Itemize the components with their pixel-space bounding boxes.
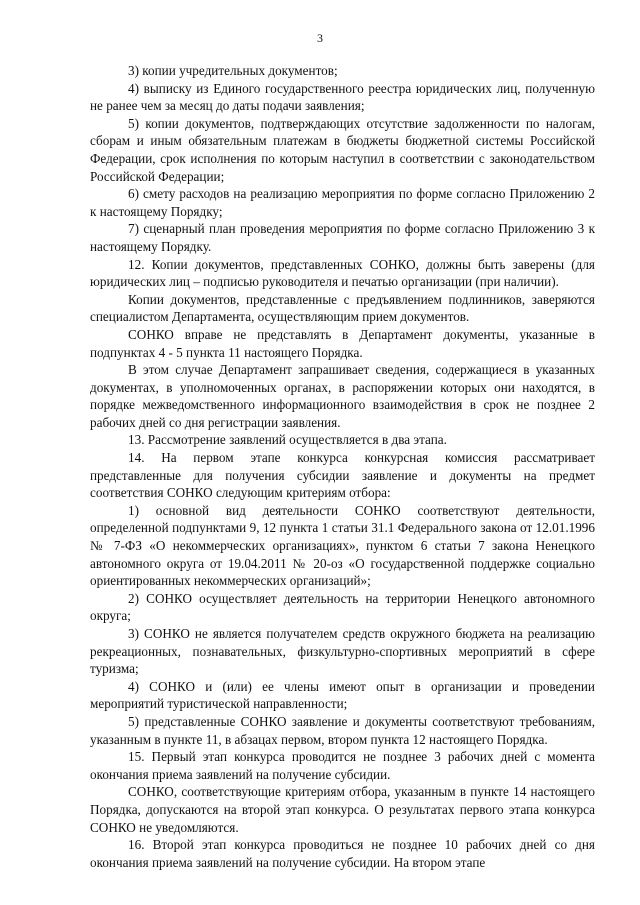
paragraph-item-6: 6) смету расходов на реализацию мероприятия по форме согласно Приложению 2 к настоящему Порядку; [90, 186, 595, 219]
paragraph-clause-16: 16. Второй этап конкурса проводиться не позднее 10 рабочих дней со дня окончания приема заявлений на получение субсидии. На втором этапе [90, 837, 595, 870]
paragraph-item-7: 7) сценарный план проведения мероприятия по форме согласно Приложению 3 к настоящему Порядку. [90, 221, 595, 254]
paragraph-item-4: 4) выписку из Единого государственного реестра юридических лиц, полученную не ранее чем за месяц до даты подачи заявления; [90, 80, 595, 114]
criterion-4: 4) СОНКО и (или) ее члены имеют опыт в организации и проведении мероприятий туристической направленности; [90, 678, 595, 712]
page-number: 3 [317, 31, 323, 45]
criterion-1: 1) основной вид деятельности СОНКО соответствуют деятельности, определенной подпунктами 9, 12 пункта 1 статьи 31.1 Федерального закона от 12.01.1996 № 7-ФЗ «О некоммерческих организациях», пунктом 6 статьи 7 закона Ненецкого автономного округа от 19.04.2011 № 20-оз «О государственной поддержке социально ориентированных некоммерческих организаций»; [90, 502, 595, 589]
paragraph-clause-14: 14. На первом этапе конкурса конкурсная комиссия рассматривает представленные для получения субсидии заявление и документы на предмет соответствия СОНКО следующим критериям отбора: [90, 450, 595, 501]
paragraph-optional-documents: СОНКО вправе не представлять в Департамент документы, указанные в подпунктах 4 - 5 пункта 11 настоящего Порядка. [90, 326, 595, 360]
paragraph-item-3: 3) копии учредительных документов; [128, 63, 338, 78]
paragraph-copies-certification: Копии документов, представленные с предъявлением подлинников, заверяются специалистом Департамента, осуществляющим прием документов. [90, 291, 595, 325]
paragraph-clause-15: 15. Первый этап конкурса проводится не позднее 3 рабочих дней с момента окончания приема заявлений на получение субсидии. [90, 749, 595, 782]
paragraph-clause-13: 13. Рассмотрение заявлений осуществляется в два этапа. [128, 432, 447, 448]
criterion-5: 5) представленные СОНКО заявление и документы соответствуют требованиям, указанным в пункте 11, в абзацах первом, втором пункта 12 настоящего Порядка. [90, 713, 595, 747]
paragraph-item-5: 5) копии документов, подтверждающих отсутствие задолженности по налогам, сборам и иным обязательным платежам в бюджеты бюджетной системы Российской Федерации, срок исполнения по которым наступил в соответствии с законодательством Российской Федерации; [90, 115, 595, 184]
criterion-2: 2) СОНКО осуществляет деятельность на территории Ненецкого автономного округа; [90, 590, 595, 624]
paragraph-clause-12: 12. Копии документов, представленных СОНКО, должны быть заверены (для юридических лиц – подписью руководителя и печатью организации (при наличии). [90, 256, 595, 290]
paragraph-department-request: В этом случае Департамент запрашивает сведения, содержащиеся в указанных документах, в уполномоченных органах, в распоряжении которых они находятся, в порядке межведомственного информационного взаимодействия в срок не позднее 2 рабочих дней со дня регистрации заявления. [90, 362, 595, 430]
paragraph-second-stage-admission: СОНКО, соответствующие критериям отбора, указанным в пункте 14 настоящего Порядка, допускаются на второй этап конкурса. О результатах первого этапа конкурса СОНКО не уведомляются. [90, 784, 595, 835]
document-body [90, 62, 595, 871]
criterion-3: 3) СОНКО не является получателем средств окружного бюджета на реализацию рекреационных, познавательных, физкультурно-спортивных мероприятий в сфере туризма; [90, 626, 595, 677]
